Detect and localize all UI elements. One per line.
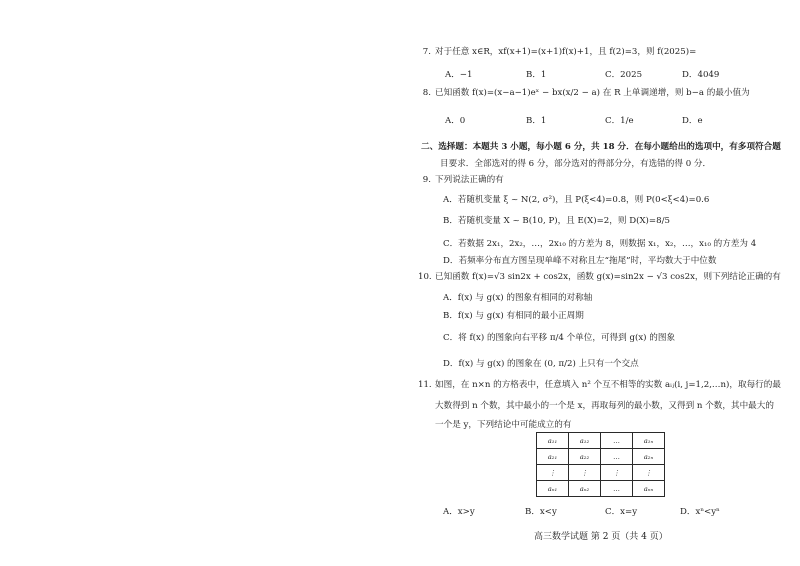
option-b: B．若随机变量 X ~ B(10, P)，且 E(X)=2，则 D(X)=8/5	[443, 216, 670, 226]
matrix-cell: …	[601, 481, 633, 497]
question-stem-line-3: 一个是 y，下列结论中可能成立的有	[435, 420, 572, 430]
matrix-cell: ⋮	[633, 465, 665, 481]
matrix-cell: aₙₙ	[633, 481, 665, 497]
question-number: 8.	[422, 88, 431, 98]
option-a: A．−1	[445, 70, 473, 80]
option-c: C．x=y	[605, 507, 638, 517]
question-8	[418, 88, 750, 99]
option-b: B．1	[526, 116, 547, 126]
option-d: D．xⁿ<yⁿ	[680, 507, 720, 517]
question-stem: 已知函数 f(x)=(x−a−1)eˣ − bx(x/2 − a) 在 R 上单调递增，则 b−a 的最小值为	[435, 88, 750, 98]
option-d: D．若频率分布直方图呈现单峰不对称且左“拖尾”时，平均数大于中位数	[443, 256, 717, 266]
page-footer: 高三数学试题 第 2 页（共 4 页）	[534, 532, 668, 542]
question-number: 10.	[418, 272, 432, 282]
question-stem: 已知函数 f(x)=√3 sin2x + cos2x，函数 g(x)=sin2x − √3 cos2x，则下列结论正确的有	[435, 272, 781, 282]
matrix-row	[537, 481, 665, 497]
question-number: 9.	[422, 175, 431, 185]
option-d: D．4049	[682, 70, 720, 80]
option-c: C．将 f(x) 的图象向右平移 π/4 个单位，可得到 g(x) 的图象	[443, 333, 676, 343]
matrix-cell: a₂₁	[537, 449, 569, 465]
question-11	[418, 380, 781, 391]
question-9	[418, 175, 504, 186]
question-stem: 对于任意 x∈R，xf(x+1)=(x+1)f(x)+1，且 f(2)=3，则 f(2025)=	[435, 47, 697, 57]
section-heading-line-1: 二、选择题：本题共 3 小题，每小题 6 分，共 18 分．在每小题给出的选项中，有多项符合题	[421, 142, 781, 152]
option-d: D．e	[682, 116, 703, 126]
question-7	[418, 47, 696, 58]
option-c: C．2025	[605, 70, 643, 80]
option-a: A．x>y	[443, 507, 475, 517]
matrix-cell: ⋮	[569, 465, 601, 481]
matrix-cell: a₁ₙ	[633, 433, 665, 449]
matrix-cell: …	[601, 449, 633, 465]
matrix-cell: a₂₂	[569, 449, 601, 465]
question-stem-line-2: 大数得到 n 个数，其中最小的一个是 x，再取每列的最小数，又得到 n 个数，其中最大的	[435, 401, 774, 411]
question-number: 7.	[422, 47, 431, 57]
matrix-cell: a₁₁	[537, 433, 569, 449]
option-b: B．x<y	[525, 507, 557, 517]
matrix-cell: …	[601, 433, 633, 449]
question-number: 11.	[418, 380, 432, 390]
option-d: D．f(x) 与 g(x) 的图象在 (0, π/2) 上只有一个交点	[443, 359, 639, 369]
option-a: A．若随机变量 ξ ~ N(2, σ²)，且 P(ξ<4)=0.8，则 P(0<ξ<4)=0.6	[443, 195, 710, 205]
matrix-row	[537, 465, 665, 481]
matrix-cell: ⋮	[601, 465, 633, 481]
option-b: B．f(x) 与 g(x) 有相同的最小正周期	[443, 311, 584, 321]
question-stem: 下列说法正确的有	[435, 175, 504, 185]
question-10	[418, 272, 781, 283]
option-c: C．若数据 2x₁，2x₂，…，2x₁₀ 的方差为 8，则数据 x₁，x₂，…，x₁₀ 的方差为 4	[443, 239, 757, 249]
matrix-cell: ⋮	[537, 465, 569, 481]
option-c: C．1/e	[605, 116, 634, 126]
option-a: A．f(x) 与 g(x) 的图象有相同的对称轴	[443, 293, 593, 303]
matrix-cell: a₁₂	[569, 433, 601, 449]
matrix-cell: aₙ₂	[569, 481, 601, 497]
question-stem-line-1: 如图，在 n×n 的方格表中，任意填入 n² 个互不相等的实数 aᵢⱼ(i, j=1,2,…n)，取每行的最	[435, 380, 781, 390]
matrix-row	[537, 449, 665, 465]
option-b: B．1	[526, 70, 547, 80]
section-heading-line-2: 目要求．全部选对的得 6 分，部分选对的得部分分，有选错的得 0 分．	[440, 159, 712, 169]
matrix-table	[536, 432, 665, 497]
matrix-cell: a₂ₙ	[633, 449, 665, 465]
option-a: A．0	[445, 116, 466, 126]
matrix-row	[537, 433, 665, 449]
matrix-cell: aₙ₁	[537, 481, 569, 497]
